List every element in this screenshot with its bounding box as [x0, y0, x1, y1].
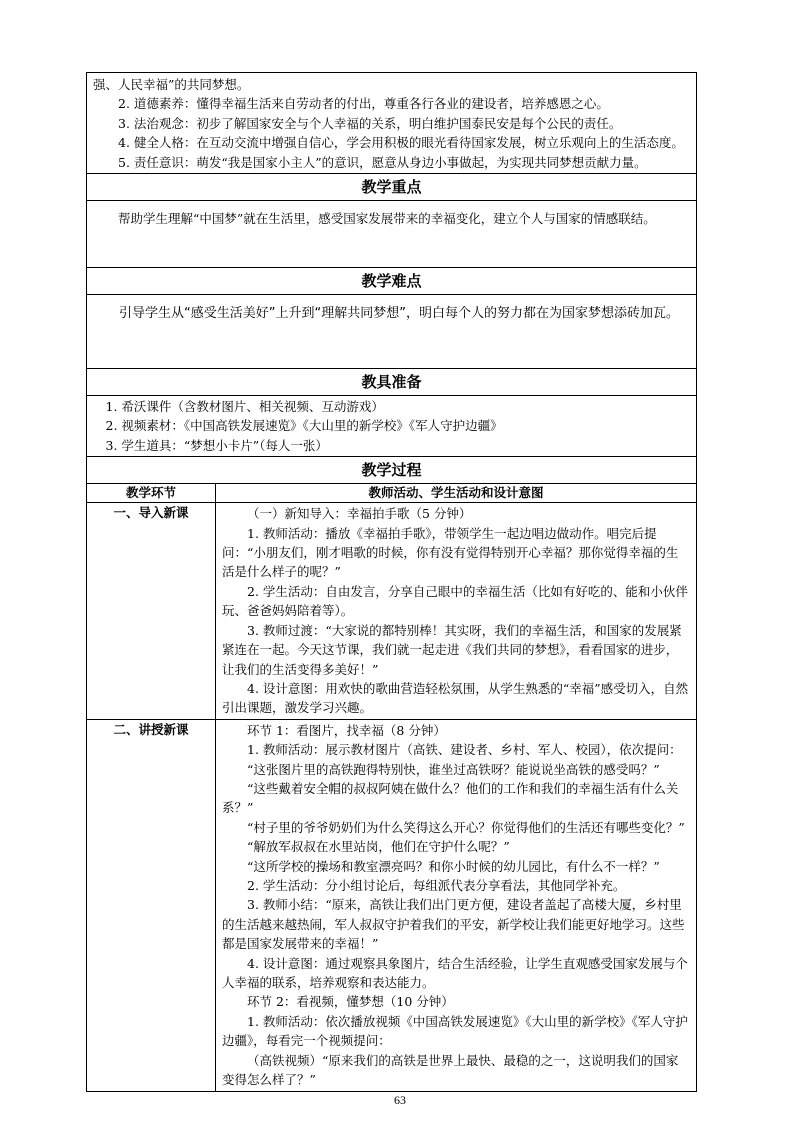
stage-label: 一、导入新课	[87, 503, 216, 719]
difficult-points-heading-row	[87, 268, 697, 295]
objective-line: 2. 道德素养：懂得幸福生活来自劳动者的付出，尊重各行各业的建设者，培养感恩之心。	[118, 96, 609, 112]
difficult-points-row	[87, 295, 697, 369]
stage-paragraph: 2. 学生活动：自由发言，分享自己眼中的幸福生活（比如有好吃的、能和小伙伴玩、爸爸妈妈陪着等）。	[222, 583, 688, 619]
stage-paragraph: 3. 教师小结：“原来，高铁让我们出门更方便，建设者盖起了高楼大厦，乡村里的生活越来越热闹，军人叔叔守护着我们的平安，新学校让我们能更好地学习。这些都是国家发展带来的幸福！”	[222, 897, 685, 952]
stage-label: 二、讲授新课	[87, 719, 216, 1092]
materials-row	[87, 396, 697, 457]
stage-paragraph: 4. 设计意图：用欢快的歌曲营造轻松氛围，从学生熟悉的“幸福”感受切入，自然引出课题，激发学习兴趣。	[222, 680, 689, 716]
stage-paragraph: 3. 教师过渡：“大家说的都特别棒！其实呀，我们的幸福生活，和国家的发展紧紧连在一起。今天这节课，我们就一起走进《我们共同的梦想》，看看国家的进步，让我们的生活变得多美好！”	[222, 622, 682, 677]
stage-paragraph: “这所学校的操场和教室漂亮吗？和你小时候的幼儿园比，有什么不一样？”	[247, 858, 660, 874]
stage-row	[87, 719, 697, 1092]
stage-paragraph: 1. 教师活动：展示教材图片（高铁、建设者、乡村、军人、校园），依次提问：	[247, 742, 682, 758]
difficult-points-heading: 教学难点	[87, 268, 697, 295]
objective-line: 5. 责任意识：萌发“我是国家小主人”的意识，愿意从身边小事做起，为实现共同梦想贡献力量。	[118, 154, 647, 170]
material-item: 3. 学生道具：“梦想小卡片”（每人一张）	[105, 437, 328, 453]
stage-row	[87, 503, 697, 719]
process-heading: 教学过程	[87, 457, 697, 484]
stage-paragraph: “解放军叔叔在水里站岗，他们在守护什么呢？”	[247, 839, 510, 855]
column-header-activities: 教师活动、学生活动和设计意图	[216, 484, 697, 503]
stage-paragraph: 4. 设计意图：通过观察具象图片，结合生活经验，让学生直观感受国家发展与个人幸福的联系，培养观察和表达能力。	[222, 955, 688, 990]
objective-line: 4. 健全人格：在互动交流中增强自信心，学会用积极的眼光看待国家发展，树立乐观向上的生活态度。	[118, 135, 684, 151]
materials-heading: 教具准备	[87, 369, 697, 396]
stage-paragraph: “这些戴着安全帽的叔叔阿姨在做什么？他们的工作和我们的幸福生活有什么关系？”	[222, 780, 679, 816]
materials-heading-row	[87, 369, 697, 396]
document-page	[86, 72, 696, 1092]
key-points-heading: 教学重点	[87, 174, 697, 201]
key-points-heading-row	[87, 174, 697, 201]
objective-line: 3. 法治观念：初步了解国家安全与个人幸福的关系，明白维护国泰民安是每个公民的责任。	[118, 115, 622, 131]
key-points-text: 帮助学生理解“中国梦”就在生活里，感受国家发展带来的幸福变化，建立个人与国家的情感联结。	[118, 211, 656, 227]
stage-paragraph: 环节 1：看图片，找幸福（8 分钟）	[247, 722, 446, 738]
stage-paragraph: “这张图片里的高铁跑得特别快，谁坐过高铁呀？能说说坐高铁的感受吗？”	[247, 761, 660, 777]
material-item: 1. 希沃课件（含教材图片、相关视频、互动游戏）	[105, 399, 384, 415]
process-heading-row	[87, 457, 697, 484]
column-header-stage: 教学环节	[87, 484, 216, 503]
key-points-row	[87, 201, 697, 268]
lesson-plan-table	[86, 72, 697, 1092]
stage-paragraph: （一）新知导入：幸福拍手歌（5 分钟）	[247, 506, 472, 522]
stage-paragraph: （高铁视频）“原来我们的高铁是世界上最快、最稳的之一，这说明我们的国家变得怎么样了？”	[222, 1052, 679, 1088]
difficult-points-text: 引导学生从“感受生活美好”上升到“理解共同梦想”，明白每个人的努力都在为国家梦想添砖加瓦。	[119, 306, 679, 322]
objectives-row	[87, 73, 697, 174]
stage-paragraph: “村子里的爷爷奶奶们为什么笑得这么开心？你觉得他们的生活还有哪些变化？”	[247, 819, 685, 835]
stage-paragraph: 1. 教师活动：播放《幸福拍手歌》，带领学生一起边唱边做动作。唱完后提问：“小朋友们，刚才唱歌的时候，你有没有觉得特别开心幸福？那你觉得幸福的生活是什么样子的呢？”	[222, 525, 679, 580]
process-column-header-row	[87, 484, 697, 503]
page-number: 63	[394, 1093, 406, 1107]
stage-paragraph: 环节 2：看视频，懂梦想（10 分钟）	[247, 994, 454, 1010]
objective-line: 强、人民幸福”的共同梦想。	[93, 77, 250, 92]
stage-paragraph: 2. 学生活动：分小组讨论后，每组派代表分享看法，其他同学补充。	[247, 877, 626, 893]
material-item: 2. 视频素材：《中国高铁发展速览》《大山里的新学校》《军人守护边疆》	[105, 418, 503, 434]
stage-paragraph: 1. 教师活动：依次播放视频《中国高铁发展速览》《大山里的新学校》《军人守护边疆》，每看完一个视频提问：	[222, 1013, 688, 1049]
